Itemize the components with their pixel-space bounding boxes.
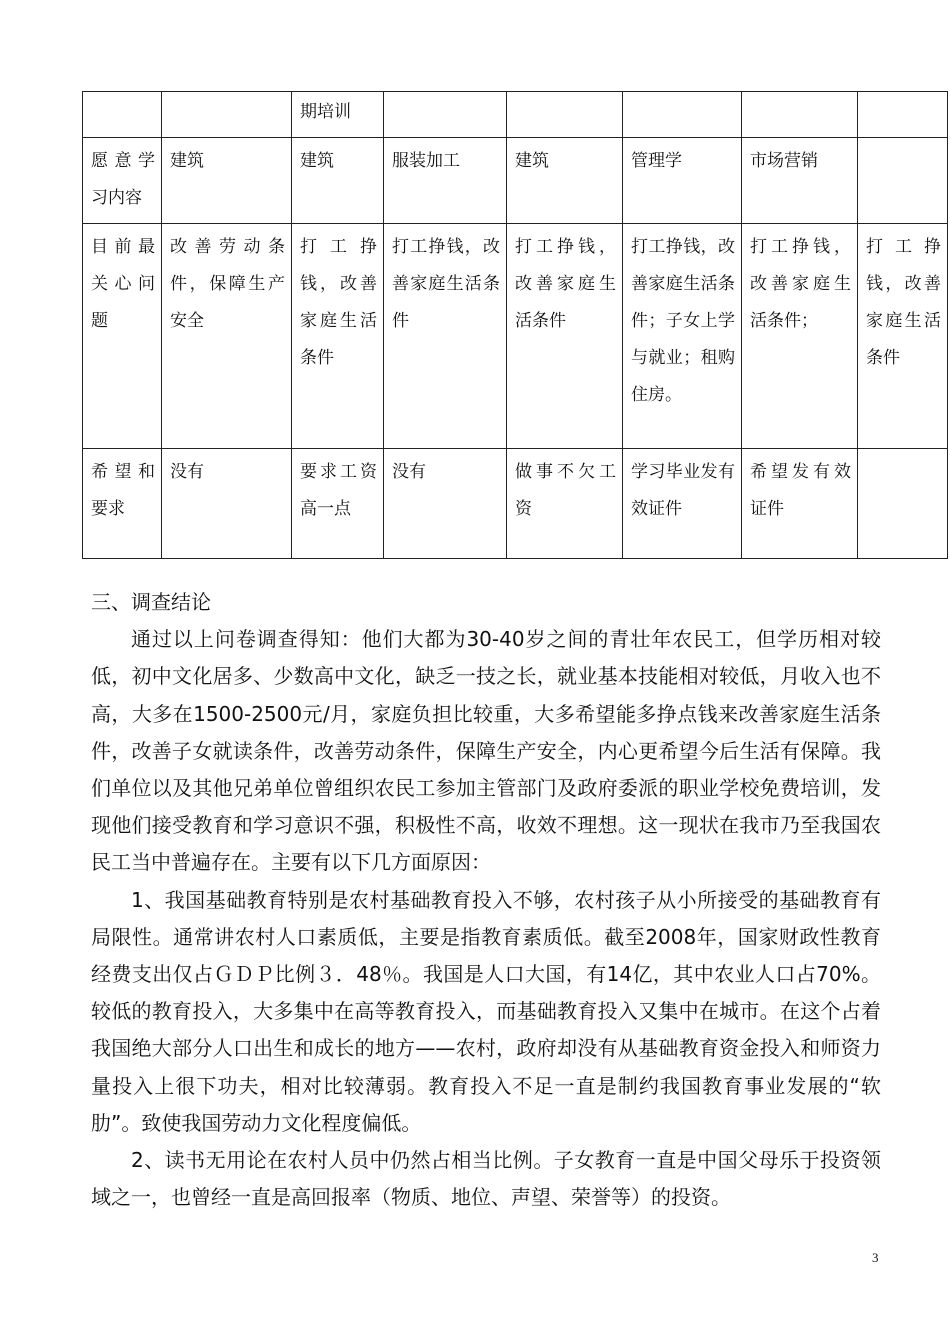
table-cell: 打工挣钱，改善家庭生活条件 — [384, 224, 507, 449]
table-cell: 打工挣钱，改善家庭生活条件 — [292, 224, 384, 449]
table-cell: 打工挣钱，改善家庭生活条件 — [507, 224, 623, 449]
table-cell: 打工挣钱，改善家庭生活条件；子女上学与就业；租购住房。 — [623, 224, 742, 449]
row-header-cell: 希望和要求 — [83, 449, 162, 559]
table-row-top — [83, 92, 948, 138]
table-cell — [162, 92, 292, 138]
survey-table — [82, 91, 948, 559]
table-cell: 服装加工 — [384, 138, 507, 224]
table-cell: 改善劳动条件，保障生产安全 — [162, 224, 292, 449]
page-number: 3 — [872, 1250, 879, 1265]
table-cell: 没有 — [384, 449, 507, 559]
row-header-cell: 目前最关心问题 — [83, 224, 162, 449]
table-cell — [858, 138, 948, 224]
table-cell: 期培训 — [292, 92, 384, 138]
table-cell: 学习毕业发有效证件 — [623, 449, 742, 559]
table-cell: 管理学 — [623, 138, 742, 224]
table-cell: 打工挣钱，改善家庭生活条件； — [742, 224, 858, 449]
table-row-hopes — [83, 449, 948, 559]
table-cell — [858, 449, 948, 559]
table-cell: 要求工资高一点 — [292, 449, 384, 559]
table-cell: 没有 — [162, 449, 292, 559]
table-cell — [83, 92, 162, 138]
table-cell — [742, 92, 858, 138]
table-cell — [623, 92, 742, 138]
table-cell: 做事不欠工资 — [507, 449, 623, 559]
table-cell — [507, 92, 623, 138]
paragraph: 2、读书无用论在农村人员中仍然占相当比例。子女教育一直是中国父母乐于投资领域之一，也曾经一直是高回报率（物质、地位、声望、荣誉等）的投资。 — [91, 1148, 881, 1210]
table-cell: 建筑 — [162, 138, 292, 224]
table-row-study-content — [83, 138, 948, 224]
table-cell: 建筑 — [507, 138, 623, 224]
paragraph: 1、我国基础教育特别是农村基础教育投入不够，农村孩子从小所接受的基础教育有局限性。通常讲农村人口素质低，主要是指教育素质低。截至2008年，国家财政性教育经费支出仅占ＧＤＰ比例３．48％。我国是人口大国，有14亿，其中农业人口占70%。较低的教育投入，大多集中在高等教育投入，而基础教育投入又集中在城市。在这个占着我国绝大部分人口出生和成长的地方——农村，政府却没有从基础教育资金投入和师资力量投入上很下功夫，相对比较薄弱。教育投入不足一直是制约我国教育事业发展的“软肋”。致使我国劳动力文化程度偏低。 — [91, 887, 881, 1135]
table-cell: 建筑 — [292, 138, 384, 224]
section-heading: 三、调查结论 — [91, 590, 211, 614]
table-cell — [384, 92, 507, 138]
table-row-main-concern — [83, 224, 948, 449]
table-cell: 市场营销 — [742, 138, 858, 224]
table-cell — [858, 92, 948, 138]
conclusion-section — [91, 584, 881, 1216]
row-header-cell: 愿意学习内容 — [83, 138, 162, 224]
paragraph: 通过以上问卷调查得知：他们大都为30-40岁之间的青壮年农民工，但学历相对较低，初中文化居多、少数高中文化，缺乏一技之长，就业基本技能相对较低，月收入也不高，大多在1500-2500元/月，家庭负担比较重，大多希望能多挣点钱来改善家庭生活条件，改善子女就读条件，改善劳动条件，保障生产安全，内心更希望今后生活有保障。我们单位以及其他兄弟单位曾组织农民工参加主管部门及政府委派的职业学校免费培训，发现他们接受教育和学习意识不强，积极性不高，收效不理想。这一现状在我市乃至我国农民工当中普遍存在。主要有以下几方面原因： — [91, 627, 881, 875]
table-cell: 打工挣钱，改善家庭生活条件 — [858, 224, 948, 449]
table-cell: 希望发有效证件 — [742, 449, 858, 559]
